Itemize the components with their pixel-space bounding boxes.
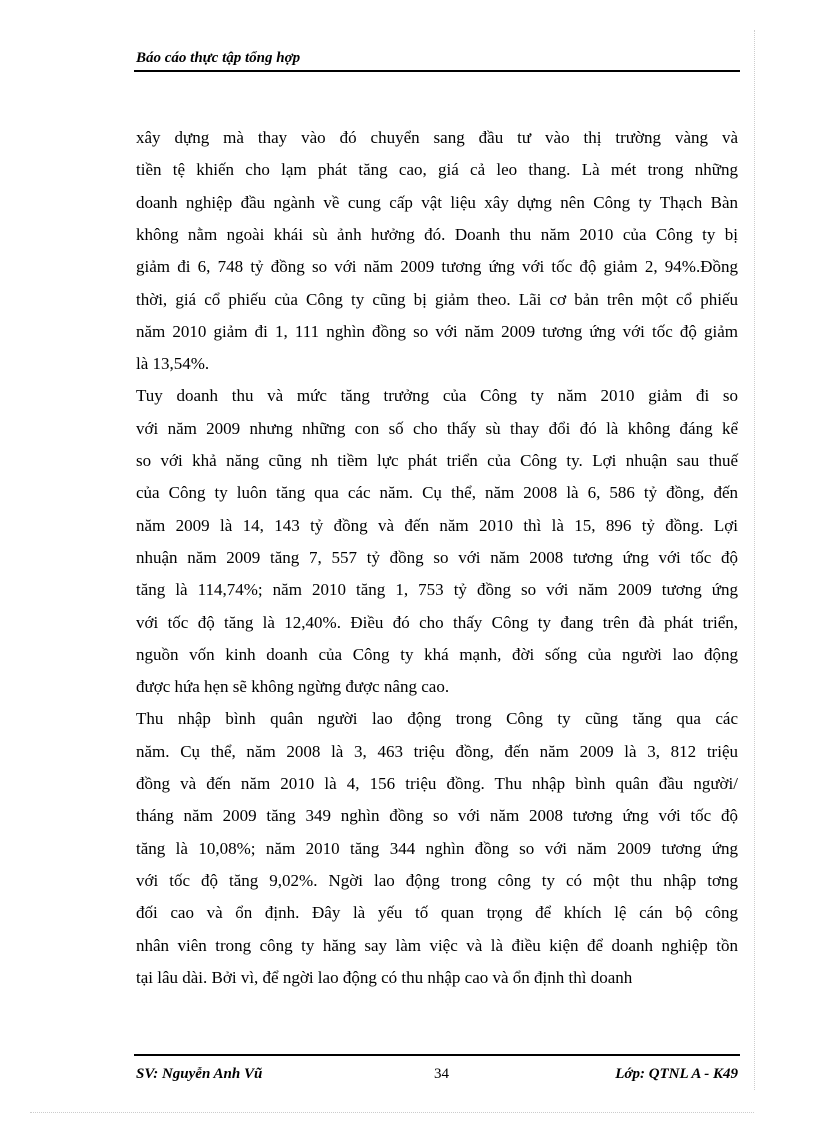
text-line: năm. Cụ thể, năm 2008 là 3, 463 triệu đồng, đến năm 2009 là 3, 812 triệu bbox=[136, 741, 738, 761]
footer-class-label: Lớp: QTNL A - K49 bbox=[615, 1066, 738, 1082]
page-header bbox=[134, 48, 740, 72]
text-line: đồng và đến năm 2010 là 4, 156 triệu đồng. Thu nhập bình quân đầu người/ bbox=[136, 774, 738, 793]
text-line: với tốc độ tăng 9,02%. Ngời lao động trong công ty có một thu nhập tơng bbox=[136, 870, 738, 890]
text-line: so với khả năng cũng nh tiềm lực phát triển của Công ty. Lợi nhuận sau thuế bbox=[136, 451, 738, 470]
text-line: nhuận năm 2009 tăng 7, 557 tỷ đồng so với năm 2008 tương ứng với tốc độ bbox=[136, 547, 738, 567]
text-line: Thu nhập bình quân người lao động trong Công ty cũng tăng qua các bbox=[136, 709, 738, 729]
text-line: doanh nghiệp đầu ngành về cung cấp vật liệu xây dựng nên Công ty Thạch Bàn bbox=[136, 192, 738, 212]
text-line: nhân viên trong công ty hăng say làm việc và là điều kiện để doanh nghiệp tồn bbox=[136, 935, 738, 955]
text-line: năm 2009 là 14, 143 tỷ đồng và đến năm 2010 thì là 15, 896 tỷ đồng. Lợi bbox=[136, 515, 738, 535]
text-line: năm 2010 giảm đi 1, 111 nghìn đồng so với năm 2009 tương ứng với tốc độ giảm bbox=[136, 321, 738, 341]
text-line: của Công ty luôn tăng qua các năm. Cụ thể, năm 2008 là 6, 586 tỷ đồng, đến bbox=[136, 483, 738, 503]
footer-student-name: SV: Nguyễn Anh Vũ bbox=[136, 1066, 263, 1082]
text-line: với năm 2009 nhưng những con số cho thấy sù thay đổi đó là không đáng kể bbox=[136, 418, 738, 438]
text-line: tiền tệ khiến cho lạm phát tăng cao, giá cả leo thang. Là mét trong những bbox=[136, 160, 738, 180]
text-line: giảm đi 6, 748 tỷ đồng so với năm 2009 tương ứng với tốc độ giảm 2, 94%.Đồng bbox=[136, 257, 738, 277]
page-number: 34 bbox=[434, 1066, 449, 1082]
text-line: tại lâu dài. Bởi vì, để ngời lao động có thu nhập cao và ổn định thì doanh bbox=[136, 967, 633, 987]
header-title: Báo cáo thực tập tổng hợp bbox=[136, 50, 301, 66]
text-line: là 13,54%. bbox=[136, 354, 210, 374]
text-line: với tốc độ tăng là 12,40%. Điều đó cho thấy Công ty đang trên đà phát triển, bbox=[136, 612, 738, 632]
text-line: đối cao và ổn định. Đây là yếu tố quan trọng để khích lệ cán bộ công bbox=[136, 903, 738, 923]
text-line: tăng là 114,74%; năm 2010 tăng 1, 753 tỷ đồng so với năm 2009 tương ứng bbox=[136, 580, 738, 600]
page-border-bottom bbox=[30, 1112, 754, 1113]
text-line: nguồn vốn kinh doanh của Công ty khá mạnh, đời sống của người lao động bbox=[136, 644, 738, 664]
text-line: xây dựng mà thay vào đó chuyển sang đầu tư vào thị trường vàng và bbox=[136, 128, 738, 147]
text-line: tháng năm 2009 tăng 349 nghìn đồng so với năm 2008 tương ứng với tốc độ bbox=[136, 806, 738, 826]
text-line: thời, giá cổ phiếu của Công ty cũng bị giảm theo. Lãi cơ bản trên một cổ phiếu bbox=[136, 289, 738, 309]
text-line: được hứa hẹn sẽ không ngừng được nâng cao. bbox=[136, 677, 450, 697]
page-border-right bbox=[754, 30, 755, 1090]
text-line: tăng là 10,08%; năm 2010 tăng 344 nghìn đồng so với năm 2009 tương ứng bbox=[136, 838, 738, 858]
page-footer bbox=[134, 1054, 740, 1086]
text-line: Tuy doanh thu và mức tăng trưởng của Công ty năm 2010 giảm đi so bbox=[136, 386, 738, 406]
text-line: không nằm ngoài khái sù ảnh hưởng đó. Doanh thu năm 2010 của Công ty bị bbox=[136, 224, 738, 244]
